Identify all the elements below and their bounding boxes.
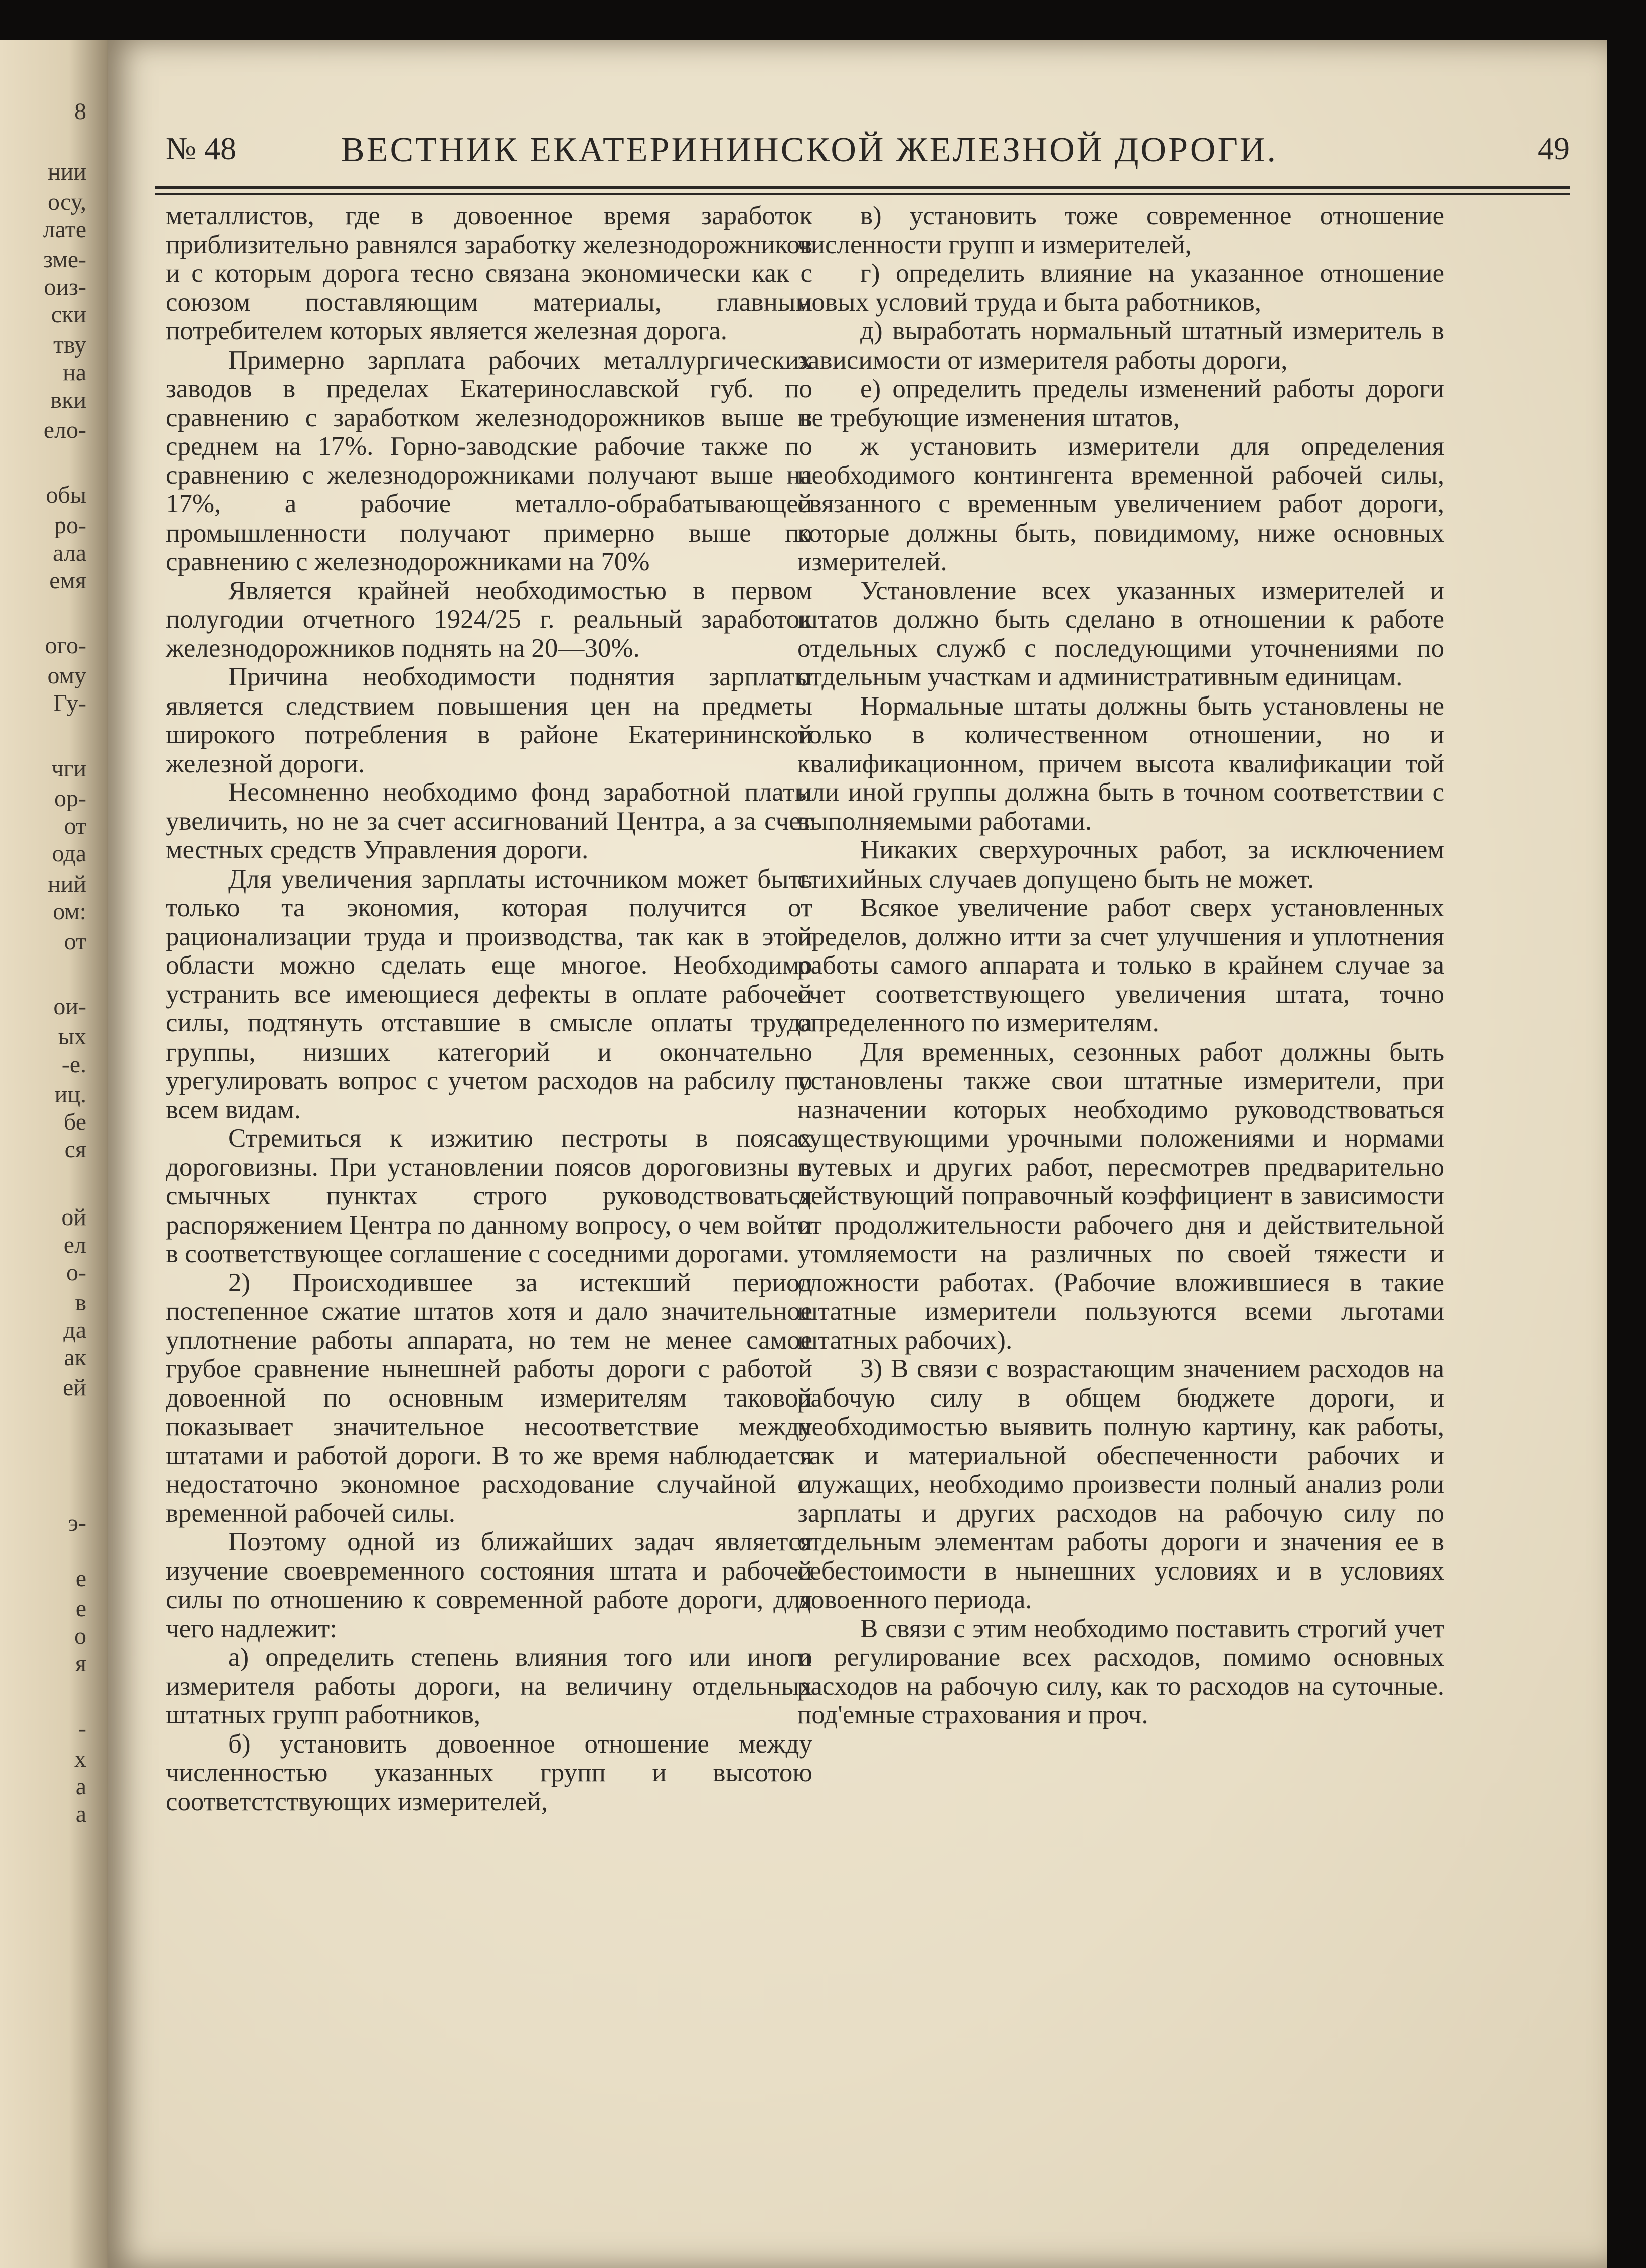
margin-fragment: е [75, 1595, 86, 1622]
margin-fragment: в [75, 1289, 86, 1316]
margin-fragment: от [64, 928, 86, 955]
margin-fragment: чги [51, 755, 86, 782]
previous-page-edge [0, 40, 125, 2268]
paragraph: Примерно зарплата рабочих металлургических заводов в пределах Екатеринославской губ. по сравнению с заработком железнодорожников выше в среднем на 17%. Горно-заводские рабочие также по сравнению с железнодорожниками получают выше на 17%, а рабочие металло-обрабатывающей промышленности получают примерно выше по сравнению с железнодорожниками на 70% [166, 345, 812, 576]
paragraph: в) установить тоже современное отношение численности групп и измерителей, [797, 201, 1444, 259]
margin-fragment: ых [58, 1023, 86, 1050]
journal-page [108, 40, 1607, 2268]
margin-fragment: ний [47, 870, 86, 897]
margin-fragment: ей [63, 1374, 86, 1401]
margin-fragment: ело- [43, 417, 86, 443]
margin-fragment: х [74, 1746, 86, 1772]
margin-fragment: да [63, 1317, 86, 1343]
margin-fragment: ски [51, 301, 86, 328]
paragraph: Для увеличения зарплаты источником может быть только та экономия, которая получится от рационализации труда и производства, так как в этой области можно сделать еще многое. Необходимо устранить все имеющиеся дефекты в оплате рабочей силы, подтянуть отставшие в смысле оплаты труда группы, низших категорий и окончательно урегулировать вопрос с учетом расходов на рабсилу по всем видам. [166, 864, 812, 1124]
margin-fragment: о [74, 1623, 86, 1649]
paragraph: 3) В связи с возрастающим значением расходов на рабочую силу в общем бюджете дороги, и необходимостью выявить полную картину, как работы, так и материальной обеспеченности рабочих и служащих, необходимо произвести полный анализ роли зарплаты и других расходов на рабочую силу по отдельным элементам работы дороги и значения ее в себестоимости в нынешних условиях и в условиях довоенного периода. [797, 1354, 1444, 1614]
margin-fragment: ого- [45, 632, 86, 659]
margin-fragment: ом: [53, 898, 86, 925]
paragraph: г) определить влияние на указанное отношение новых условий труда и быта работников, [797, 259, 1444, 317]
margin-fragment: ел [63, 1232, 86, 1258]
margin-fragment: тву [53, 331, 86, 358]
journal-title: ВЕСТНИК ЕКАТЕРИНИНСКОЙ ЖЕЛЕЗНОЙ ДОРОГИ. [341, 131, 1278, 169]
margin-fragment: зме- [43, 246, 86, 273]
left-column [166, 202, 812, 1816]
margin-fragment: ала [53, 540, 86, 566]
paragraph: Никаких сверхурочных работ, за исключением стихийных случаев допущено быть не может. [797, 835, 1444, 894]
paragraph: Причина необходимости поднятия зарплаты является следствием повышения цен на предметы широкого потребления в районе Екатерининской железной дороги. [166, 662, 812, 778]
margin-fragment: вки [50, 387, 86, 413]
paragraph: б) установить довоенное отношение между численностью указанных групп и высотою соответстствующих измерителей, [166, 1729, 812, 1816]
margin-fragment: я [75, 1650, 86, 1677]
running-header [166, 130, 1570, 186]
margin-fragment: - [78, 1715, 86, 1742]
paragraph: Всякое увеличение работ сверх установленных пределов, должно итти за счет улучшения и уплотнения работы самого аппарата и только в крайнем случае за счет соответствующего увеличения штата, точно определенного по измерителям. [797, 893, 1444, 1037]
header-rule-thin [155, 193, 1570, 195]
page-number: 49 [1538, 131, 1570, 166]
paragraph: Для временных, сезонных работ должны быть установлены также свои штатные измерители, при назначении которых необходимо руководствоваться существующими урочными положениями и нормами путевых и других работ, пересмотрев предварительно действующий поправочный коэффициент в зависимости от продолжительности рабочего дня и действительной утомляемости на различных по своей тяжести и сложности работах. (Рабочие вложившиеся в такие штатные измерители пользуются всеми льготами штатных рабочих). [797, 1037, 1444, 1355]
margin-fragment: ой [61, 1204, 86, 1231]
margin-fragment: ро- [54, 512, 86, 539]
margin-fragment: осу, [47, 189, 86, 215]
paragraph: металлистов, где в довоенное время заработок приблизительно равнялся заработку железнодорожников и с которым дорога тесно связана экономически как с союзом поставляющим материалы, главным потребителем которых является железная дорога. [166, 201, 812, 345]
paragraph: Нормальные штаты должны быть установлены не только в количественном отношении, но и квалификационном, причем высота квалификации той или иной группы должна быть в точном соответствии с выполняемыми работами. [797, 691, 1444, 836]
paragraph: В связи с этим необходимо поставить строгий учет и регулирование всех расходов, помимо основных расходов на рабочую силу, как то расходов на суточные. под'емные страхования и проч. [797, 1614, 1444, 1729]
paragraph: Поэтому одной из ближайших задач является изучение своевременного состояния штата и рабочей силы по отношению к современной работе дороги, для чего надлежит: [166, 1527, 812, 1643]
margin-fragment: на [63, 359, 86, 386]
margin-fragment: ся [64, 1136, 86, 1163]
margin-fragment: е [75, 1565, 86, 1592]
paragraph: Несомненно необходимо фонд заработной платы увеличить, но не за счет ассигнований Центра, а за счет местных средств Управления дороги. [166, 778, 812, 864]
margin-fragment: э- [68, 1510, 86, 1536]
margin-fragment: -е. [61, 1051, 86, 1078]
margin-fragment: о- [66, 1259, 86, 1286]
margin-fragment: Гу- [53, 690, 86, 717]
margin-fragment: а [75, 1801, 86, 1827]
margin-fragment: ак [64, 1344, 86, 1371]
margin-fragment: лате [43, 216, 86, 243]
margin-fragment: ои- [53, 993, 86, 1020]
paragraph: Установление всех указанных измерителей и штатов должно быть сделано в отношении к работе отдельных служб с последующими уточнениями по отдельным участкам и административным единицам. [797, 576, 1444, 691]
margin-fragment: ому [47, 662, 86, 689]
paragraph: ж установить измерители для определения необходимого контингента временной рабочей силы, связанного с временным увеличением работ дороги, которые должны быть, повидимому, ниже основных измерителей. [797, 432, 1444, 576]
header-rule [155, 186, 1570, 189]
margin-fragment: 8 [74, 98, 86, 125]
margin-fragment: ода [52, 840, 86, 867]
paragraph: д) выработать нормальный штатный измеритель в зависимости от измерителя работы дороги, [797, 316, 1444, 375]
margin-fragment: ор- [54, 785, 86, 812]
paragraph: е) определить пределы изменений работы дороги не требующие изменения штатов, [797, 374, 1444, 432]
margin-fragment: от [64, 813, 86, 839]
margin-fragment: оиз- [44, 274, 86, 300]
paragraph: Стремиться к изжитию пестроты в поясах дороговизны. При установлении поясов дороговизны в смычных пунктах строго руководствоваться распоряжением Центра по данному вопросу, о чем войти в соответствующее соглашение с соседними дорогами. [166, 1124, 812, 1268]
right-column [797, 202, 1444, 1730]
paragraph: 2) Происходившее за истекший период постепенное сжатие штатов хотя и дало значительное уплотнение работы аппарата, но тем не менее самое грубое сравнение нынешней работы дороги с работой довоенной по основным измерителям таковой показывает значительное несоответствие между штатами и работой дороги. В то же время наблюдается недостаточно экономное расходование случайной и временной рабочей силы. [166, 1268, 812, 1528]
margin-fragment: нии [47, 158, 86, 185]
margin-fragment: а [75, 1773, 86, 1800]
margin-fragment: емя [49, 567, 86, 594]
paragraph: Является крайней необходимостью в первом полугодии отчетного 1924/25 г. реальный заработок железнодорожников поднять на 20—30%. [166, 576, 812, 663]
margin-fragment: бе [63, 1109, 86, 1135]
margin-fragment: иц. [54, 1081, 86, 1108]
paragraph: а) определить степень влияния того или иного измерителя работы дороги, на величину отдельных штатных групп работников, [166, 1643, 812, 1729]
margin-fragment: обы [46, 482, 86, 508]
issue-number: № 48 [166, 131, 237, 166]
